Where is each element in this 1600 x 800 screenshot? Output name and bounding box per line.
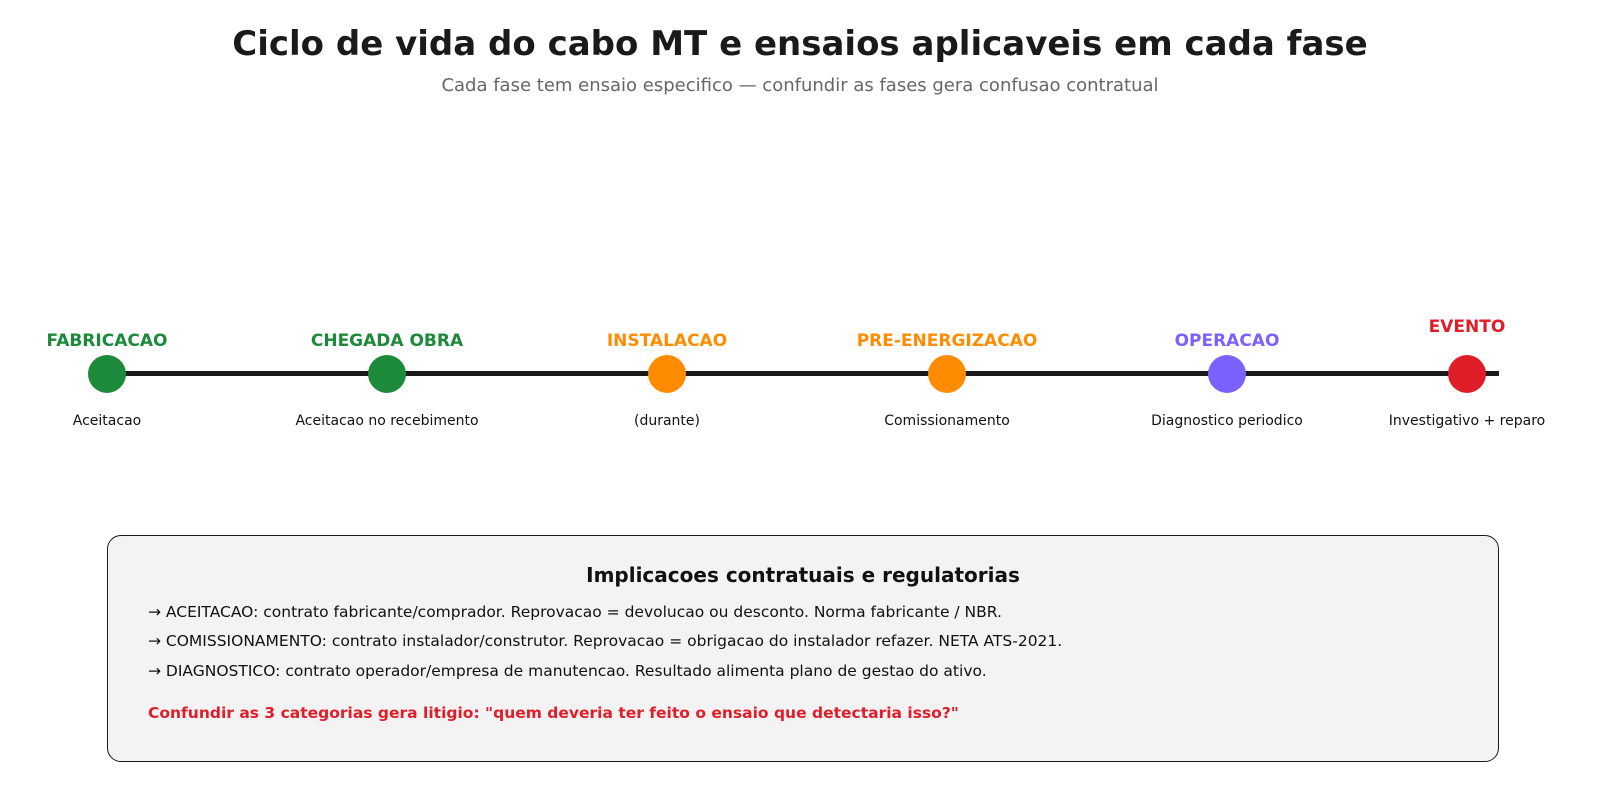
phase-marker	[1448, 355, 1486, 393]
phase-name: INSTALACAO	[606, 331, 728, 351]
phase-name: CHEGADA OBRA	[310, 331, 464, 351]
implication-line-aceitacao: → ACEITACAO: contrato fabricante/comprador. Reprovacao = devolucao ou desconto. Norma fabricante / NBR.	[148, 603, 1002, 621]
implications-box	[107, 535, 1499, 762]
phase-name: PRE-ENERGIZACAO	[856, 331, 1038, 351]
phase-marker	[368, 355, 406, 393]
phase-name: FABRICACAO	[46, 331, 168, 351]
phase-test: Comissionamento	[884, 413, 1010, 429]
phase-test: Investigativo + reparo	[1388, 413, 1546, 429]
implications-warning: Confundir as 3 categorias gera litigio: "quem deveria ter feito o ensaio que detectaria isso?"	[148, 704, 959, 722]
phase-name: EVENTO	[1428, 317, 1506, 337]
phase-marker	[1208, 355, 1246, 393]
phase-test: Aceitacao	[72, 413, 142, 429]
timeline-axis	[105, 371, 1499, 376]
phase-marker	[648, 355, 686, 393]
implication-line-comissionamento: → COMISSIONAMENTO: contrato instalador/construtor. Reprovacao = obrigacao do instalador refazer. NETA ATS-2021.	[148, 632, 1063, 650]
phase-name: OPERACAO	[1174, 331, 1280, 351]
phase-test: Aceitacao no recebimento	[295, 413, 479, 429]
phase-marker	[88, 355, 126, 393]
diagram-subtitle: Cada fase tem ensaio especifico — confundir as fases gera confusao contratual	[441, 75, 1159, 96]
phase-test: Diagnostico periodico	[1151, 413, 1303, 429]
implications-title: Implicacoes contratuais e regulatorias	[586, 563, 1020, 587]
phase-test: (durante)	[634, 413, 700, 429]
implication-line-diagnostico: → DIAGNOSTICO: contrato operador/empresa de manutencao. Resultado alimenta plano de gestao do ativo.	[148, 662, 987, 680]
phase-marker	[928, 355, 966, 393]
diagram-title: Ciclo de vida do cabo MT e ensaios aplicaveis em cada fase	[232, 24, 1368, 64]
